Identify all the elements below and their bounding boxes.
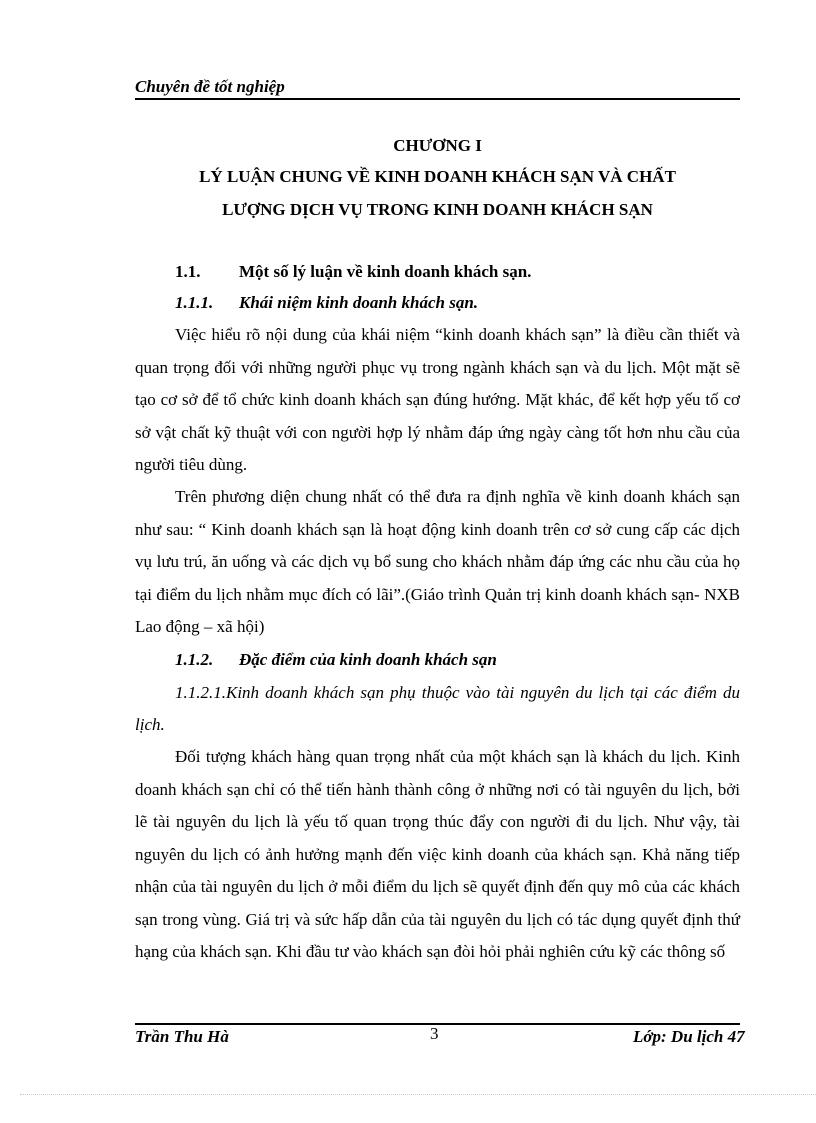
page-header: [135, 76, 740, 100]
chapter-title-line2: LƯỢNG DỊCH VỤ TRONG KINH DOANH KHÁCH SẠN: [222, 200, 653, 219]
paragraph-definition-intro: Việc hiểu rõ nội dung của khái niệm “kinh doanh khách sạn” là điều cần thiết và quan trọng đối với những người phục vụ trong ngành khách sạn và du lịch. Một mặt sẽ tạo cơ sở để tổ chức kinh doanh khách sạn đúng hướng. Mặt khác, để kết hợp yếu tố cơ sở vật chất kỹ thuật với con người hợp lý nhằm đáp ứng ngày càng tốt hơn nhu cầu của người tiêu dùng.: [135, 325, 740, 474]
paragraph-tourism-resources: Đối tượng khách hàng quan trọng nhất của một khách sạn là khách du lịch. Kinh doanh khách sạn chỉ có thể tiến hành thành công ở những nơi có tài nguyên du lịch, bởi lẽ tài nguyên du lịch là yếu tố quan trọng thúc đẩy con người đi du lịch. Như vậy, tài nguyên du lịch có ảnh hưởng mạnh đến việc kinh doanh của khách sạn. Khả năng tiếp nhận của tài nguyên du lịch ở mỗi điểm du lịch sẽ quyết định đến quy mô của các khách sạn trong vùng. Giá trị và sức hấp dẫn của tài nguyên du lịch có tác dụng quyết định thứ hạng của khách sạn. Khi đầu tư vào khách sạn đòi hỏi phải nghiên cứu kỹ các thông số: [135, 747, 740, 961]
chapter-number: CHƯƠNG I: [393, 136, 482, 155]
section-title: Một số lý luận về kinh doanh khách sạn.: [239, 262, 532, 281]
footer-class: Lớp: Du lịch 47: [633, 1027, 745, 1046]
footer-author: Trần Thu Hà: [135, 1027, 229, 1046]
page-edge-divider: [20, 1094, 816, 1095]
subsection-heading-1-1-2-1: 1.1.2.1.Kinh doanh khách sạn phụ thuộc vào tài nguyên du lịch tại các điểm du lịch.: [135, 683, 740, 734]
header-title: Chuyên đề tốt nghiệp: [135, 77, 285, 96]
section-number: 1.1.1.: [175, 293, 214, 312]
chapter-title-line1: LÝ LUẬN CHUNG VỀ KINH DOANH KHÁCH SẠN VÀ CHẤT: [199, 167, 676, 186]
page-number: 3: [430, 1024, 439, 1043]
section-title: Đặc điểm của kinh doanh khách sạn: [239, 650, 497, 669]
section-heading-1-1-2: [175, 647, 497, 673]
section-heading-1-1: [175, 259, 531, 285]
paragraph-definition: Trên phương diện chung nhất có thể đưa ra định nghĩa về kinh doanh khách sạn như sau: “ Kinh doanh khách sạn là hoạt động kinh doanh trên cơ sở cung cấp các dịch vụ lưu trú, ăn uống và các dịch vụ bổ sung cho khách nhằm đáp ứng các nhu cầu của họ tại điểm du lịch nhằm mục đích có lãi”.(Giáo trình Quản trị kinh doanh khách sạn- NXB Lao động – xã hội): [135, 487, 740, 636]
section-number: 1.1.2.: [175, 650, 214, 669]
section-number: 1.1.: [175, 262, 201, 281]
section-title: Khái niệm kinh doanh khách sạn.: [239, 293, 479, 312]
section-heading-1-1-1: [175, 290, 478, 316]
